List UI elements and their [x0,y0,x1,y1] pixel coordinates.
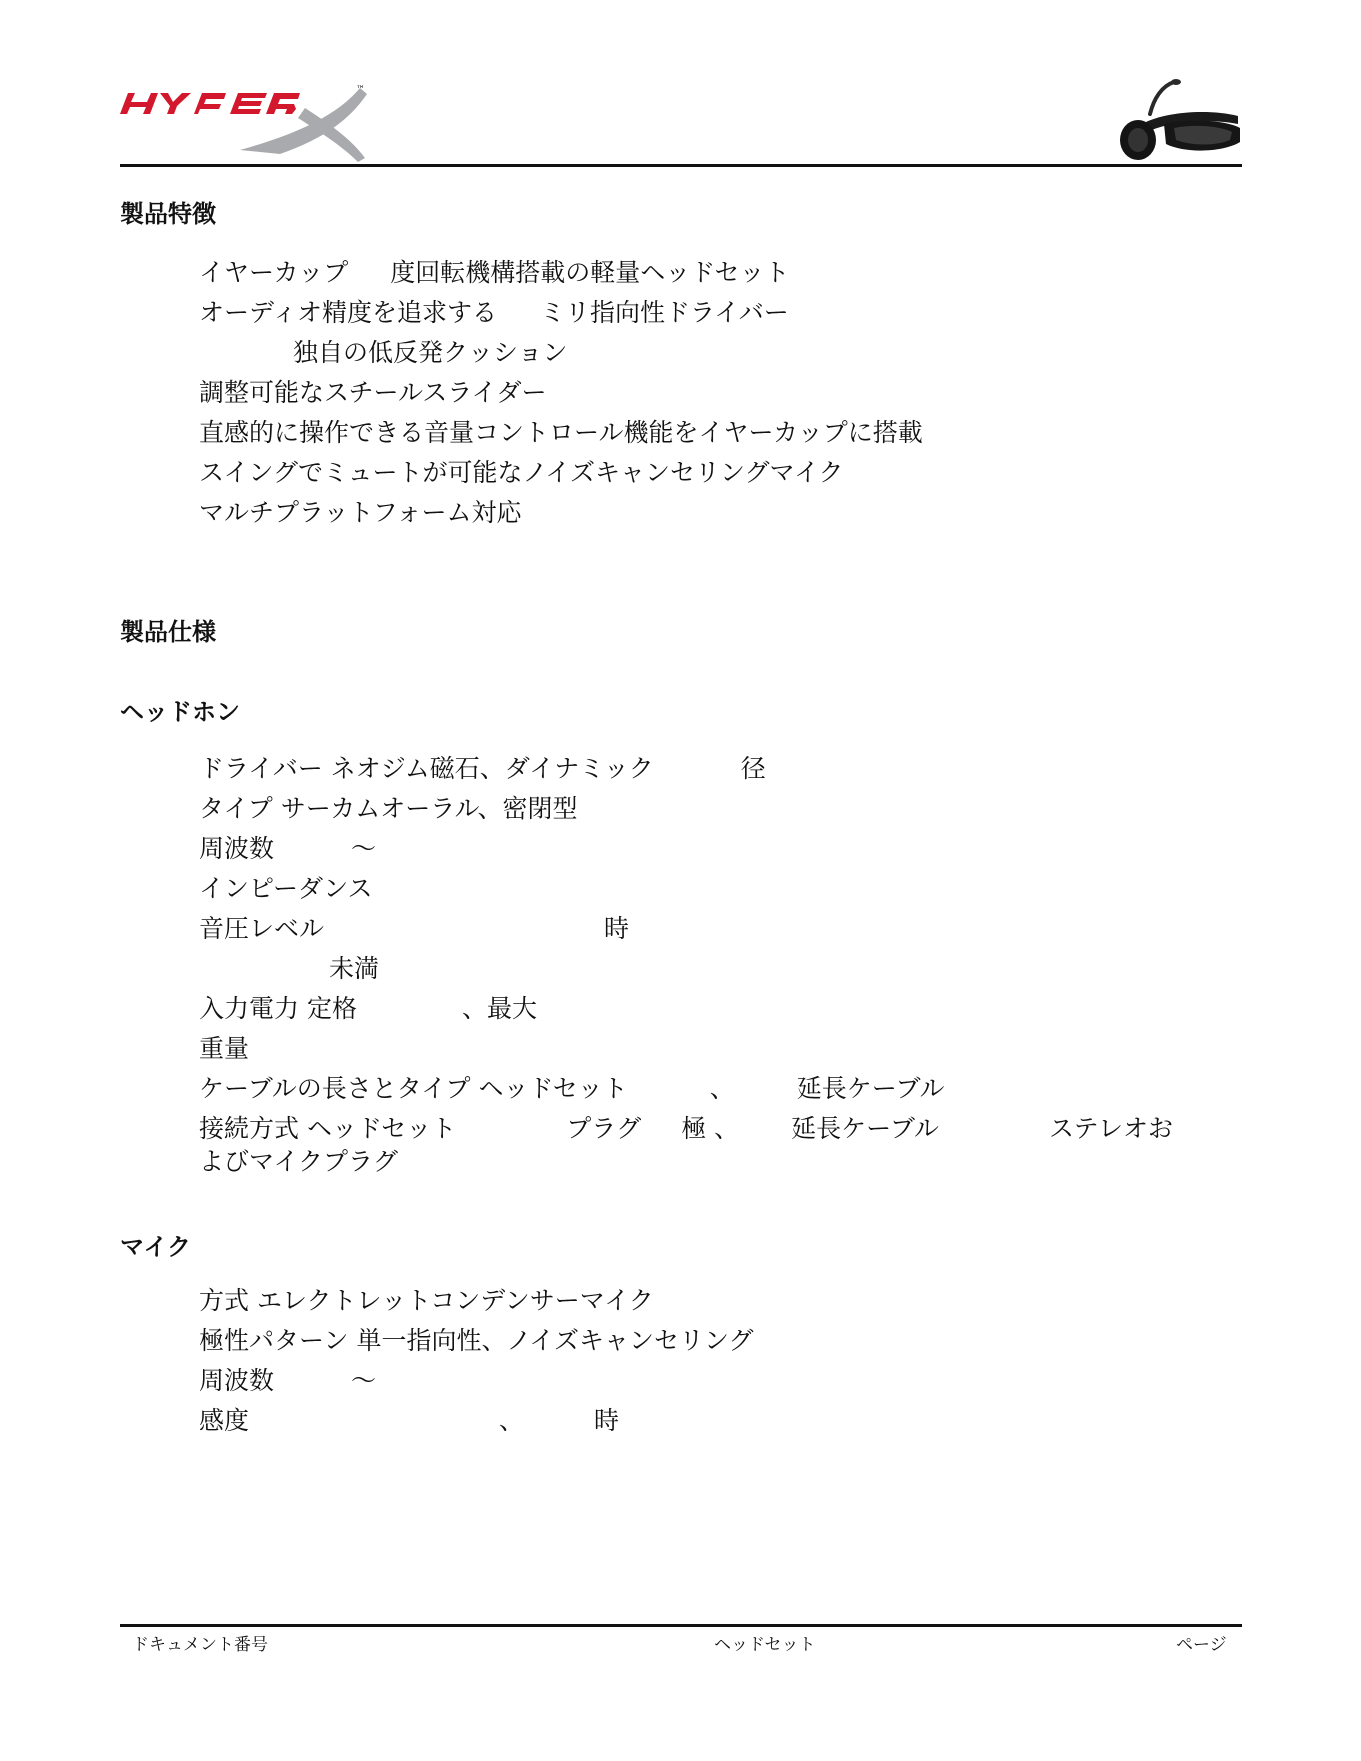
footer-title: ヘッドセット [714,1635,816,1655]
headphone-spec-item: 未満 [329,954,380,983]
headphone-spec-item: 重量 [199,1034,250,1063]
mic-spec-item: 周波数 ～ [199,1366,377,1395]
footer-divider [120,1624,1242,1627]
footer-document-number: ドキュメント番号 [132,1635,268,1655]
headphone-spec-item: 周波数 ～ [199,834,377,863]
headphone-spec-item: 音圧レベル 時 [199,914,630,943]
page-header [120,78,1242,166]
mic-spec-item: 極性パターン 単一指向性、ノイズキャンセリング [199,1326,754,1355]
feature-item: 直感的に操作できる音量コントロール機能をイヤーカップに搭載 [199,418,923,447]
feature-item: 調整可能なスチールスライダー [199,378,547,407]
feature-item: スイングでミュートが可能なノイズキャンセリングマイク [199,458,844,487]
features-heading: 製品特徴 [120,200,216,228]
headphone-connection-item: 接続方式 ヘッドセット プラグ 極 、 延長ケーブル ステレオお よびマイクプラグ [199,1114,1173,1176]
specs-heading: 製品仕様 [120,618,216,646]
feature-item: マルチプラットフォーム対応 [199,498,522,527]
trademark-mark: ™ [356,85,365,95]
headphone-spec-item: インピーダンス [199,874,373,903]
headphone-spec-item: タイプ サーカムオーラル、密閉型 [199,794,578,823]
feature-item: オーディオ精度を追求する ミリ指向性ドライバー [199,298,789,327]
feature-item: 独自の低反発クッション [293,338,568,367]
feature-item: イヤーカップ 度回転機構搭載の軽量ヘッドセット [199,258,790,287]
header-divider [120,164,1242,167]
headphone-spec-item: ドライバー ネオジム磁石、ダイナミック 径 [199,754,766,783]
headphone-heading: ヘッドホン [120,698,240,726]
headphone-spec-item: ケーブルの長さとタイプ ヘッドセット 、 延長ケーブル [199,1074,945,1103]
mic-spec-item: 方式 エレクトレットコンデンサーマイク [199,1286,654,1315]
hyperx-logo [120,78,380,164]
mic-spec-item: 感度 、 時 [199,1406,620,1435]
mic-heading: マイク [120,1233,192,1261]
footer-page-label: ページ [1176,1635,1227,1655]
headset-image [1116,78,1242,164]
headphone-spec-item: 入力電力 定格 、最大 [199,994,537,1023]
